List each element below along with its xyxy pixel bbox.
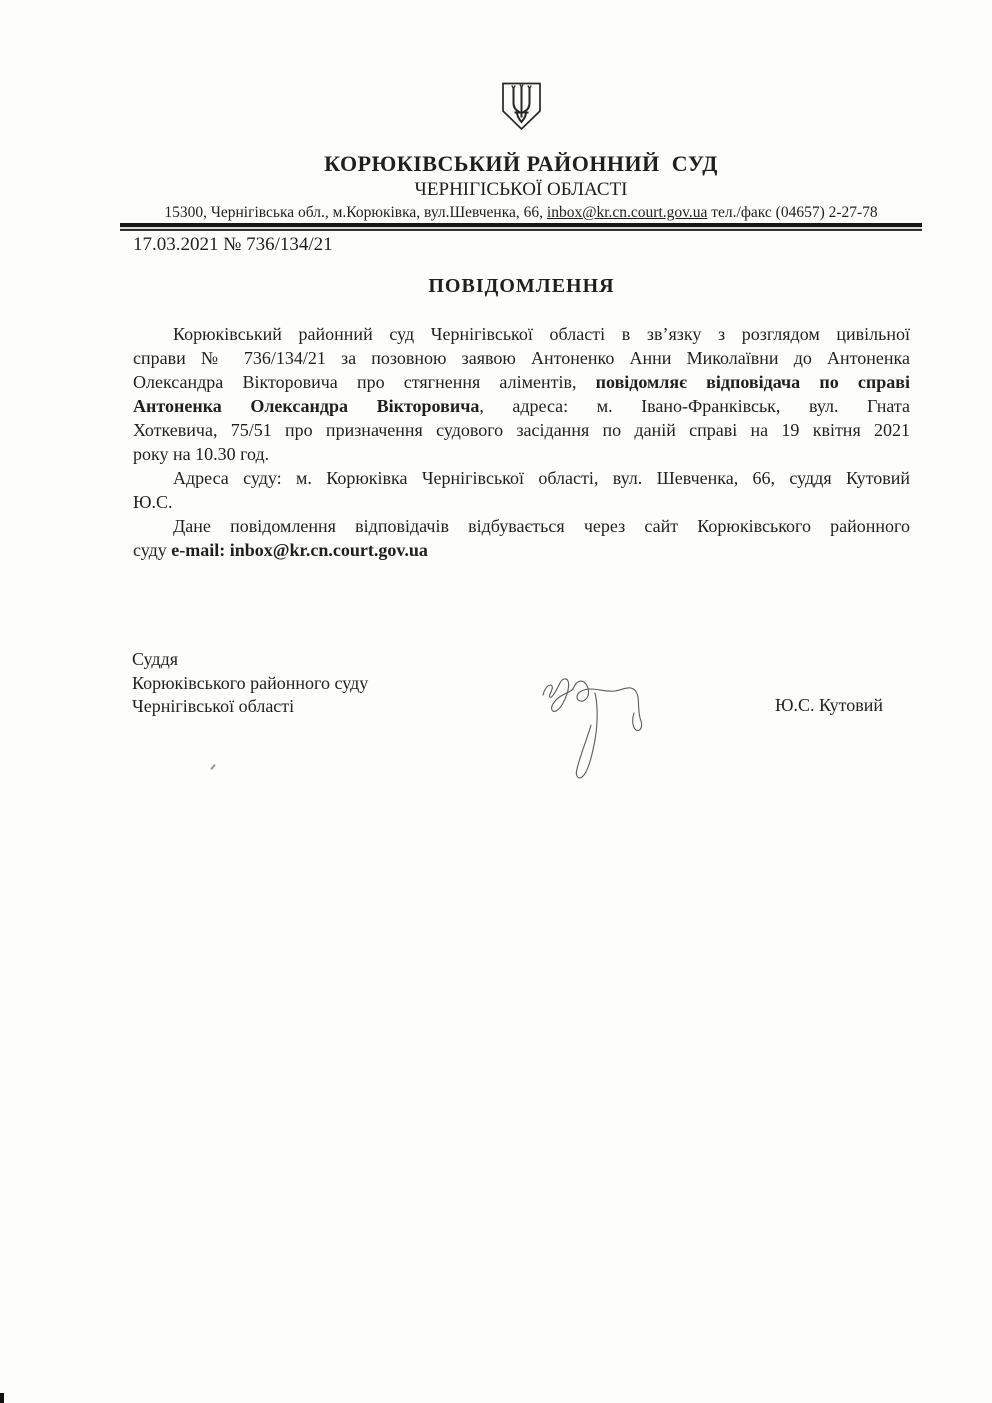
signer-name: Ю.С. Кутовий <box>775 695 884 715</box>
phone-fax-text: тел./факс (04657) 2-27-78 <box>707 204 878 221</box>
signatory-title-line: Чернігівської області <box>132 696 295 716</box>
text-line <box>133 394 910 418</box>
paragraph-2 <box>133 466 910 514</box>
text-segment: Корюківський районний суд Чернігівської області в зв’язку з розглядом цивільної <box>173 324 910 344</box>
text-segment: суду <box>133 540 172 560</box>
text-line <box>133 322 910 346</box>
text-line <box>133 514 910 538</box>
court-address-line <box>120 204 922 222</box>
date-reference-number: 17.03.2021 № 736/134/21 <box>133 234 333 255</box>
text-segment: Хоткевича, 75/51 про призначення судового засідання по даній справі на 19 квітня 2021 <box>133 420 910 440</box>
paragraph-3 <box>133 514 910 562</box>
text-segment: Ю.С. <box>133 492 173 512</box>
text-segment: Адреса суду: м. Корюківка Чернігівської області, вул. Шевченка, 66, суддя Кутовий <box>173 468 910 488</box>
text-segment: , адреса: м. Івано-Франківськ, вул. Гната <box>479 396 910 416</box>
signatory-title-block <box>132 648 368 719</box>
signatory-title-line: Суддя <box>132 649 179 669</box>
text-line <box>133 346 910 370</box>
bold-text-segment: Антоненка Олександра Вікторовича <box>133 396 480 416</box>
scan-corner-artifact <box>0 1393 4 1403</box>
text-segment: справи № 736/134/21 за позовною заявою Антоненко Анни Миколаївни до Антоненка <box>133 348 910 368</box>
text-line <box>133 466 910 490</box>
bold-text-segment: e-mail: inbox@kr.cn.court.gov.ua <box>171 540 428 560</box>
letterhead-double-rule <box>120 223 922 231</box>
ukraine-trident-emblem-icon <box>500 81 543 132</box>
text-segment: року на 10.30 год. <box>133 444 270 464</box>
court-name: КОРЮКІВСЬКИЙ РАЙОННИЙ СУД <box>324 151 718 176</box>
text-line <box>133 442 910 466</box>
handwritten-signature <box>533 663 668 795</box>
paragraph-1 <box>133 322 910 466</box>
text-line <box>133 418 910 442</box>
text-line <box>133 538 910 562</box>
court-email: inbox@kr.cn.court.gov.ua <box>546 204 708 221</box>
text-line <box>133 370 910 394</box>
text-segment: Дане повідомлення відповідачів відбувається через сайт Корюківського районного <box>173 516 910 536</box>
document-body <box>133 322 910 562</box>
scan-speck-artifact <box>210 764 215 770</box>
text-segment: Олександра Вікторовича про стягнення аліментів, <box>133 372 596 392</box>
court-region: ЧЕРНІГІСЬКОЇ ОБЛАСТІ <box>414 179 628 200</box>
address-text: 15300, Чернігівська обл., м.Корюківка, вул.Шевченка, 66, <box>164 204 547 221</box>
text-line <box>133 490 910 514</box>
bold-text-segment: повідомляє відповідача по справі <box>595 372 910 392</box>
signatory-title-line: Корюківського районного суду <box>132 672 369 693</box>
document-title: ПОВІДОМЛЕННЯ <box>428 275 615 297</box>
